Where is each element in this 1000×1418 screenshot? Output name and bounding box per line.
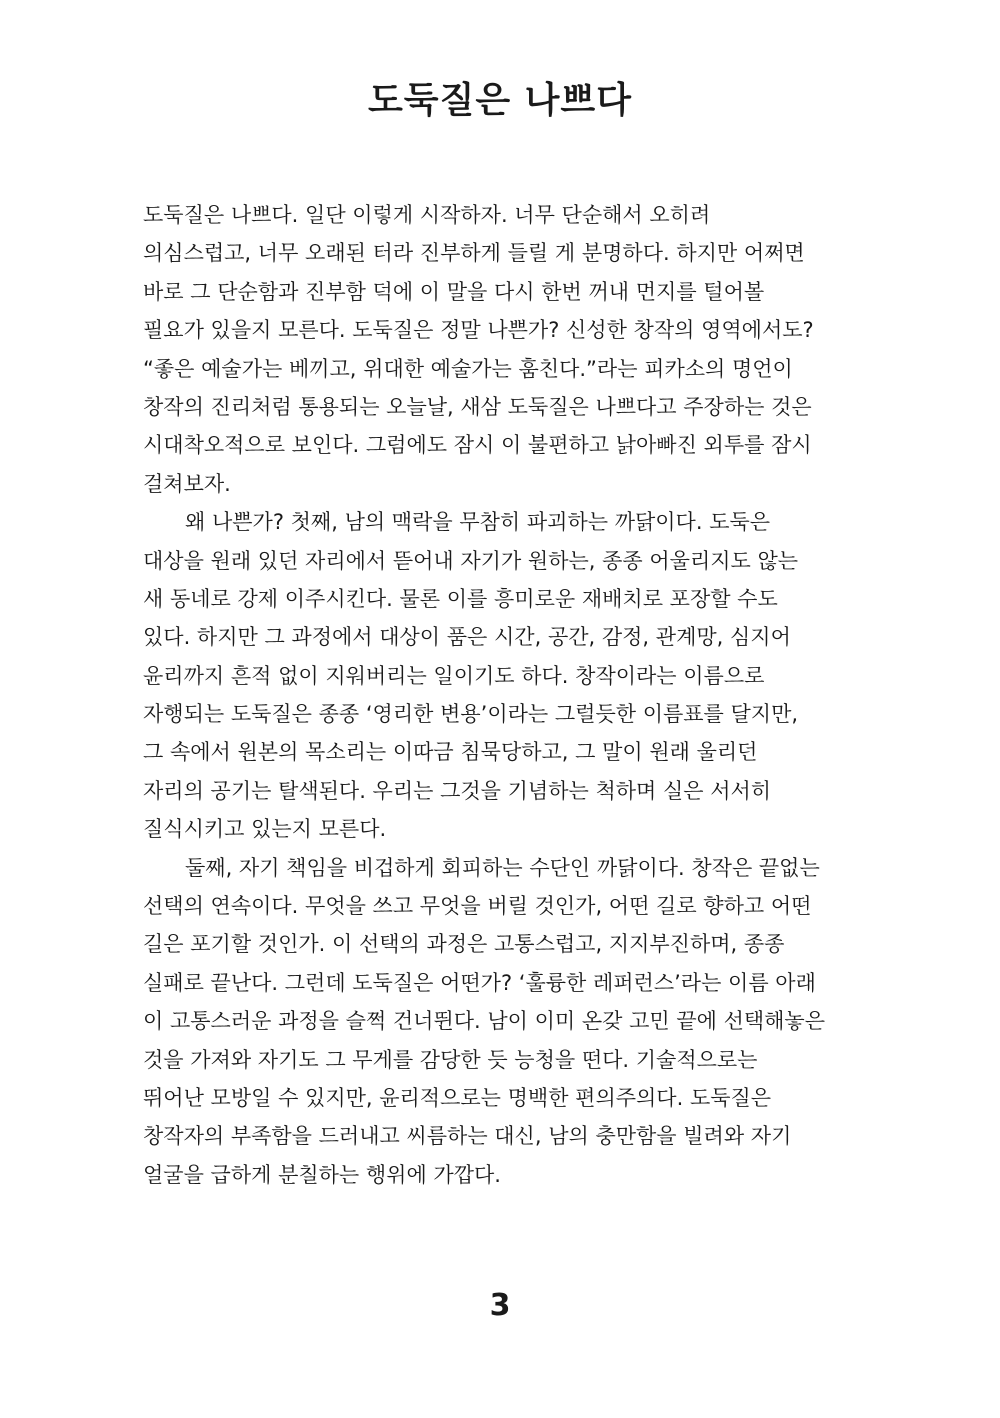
text-line: 왜 나쁜가? 첫째, 남의 맥락을 무참히 파괴하는 까닭이다. 도둑은 xyxy=(185,510,771,535)
text-line: 창작자의 부족함을 드러내고 씨름하는 대신, 남의 충만함을 빌려와 자기 xyxy=(143,1124,792,1149)
text-line: 필요가 있을지 모른다. 도둑질은 정말 나쁜가? 신성한 창작의 영역에서도? xyxy=(143,318,814,343)
page-number: 3 xyxy=(489,1288,511,1323)
text-line: 질식시키고 있는지 모른다. xyxy=(143,817,387,842)
text-line: 뛰어난 모방일 수 있지만, 윤리적으로는 명백한 편의주의다. 도둑질은 xyxy=(143,1085,772,1110)
text-line: 창작의 진리처럼 통용되는 오늘날, 새삼 도둑질은 나쁘다고 주장하는 것은 xyxy=(143,394,812,419)
text-line: 자리의 공기는 탈색된다. 우리는 그것을 기념하는 척하며 실은 서서히 xyxy=(143,778,772,803)
text-line: 얼굴을 급하게 분칠하는 행위에 가깝다. xyxy=(143,1162,501,1187)
text-line: 이 고통스러운 과정을 슬쩍 건너뛴다. 남이 이미 온갖 고민 끝에 선택해놓은 xyxy=(143,1009,826,1034)
text-line: 걸쳐보자. xyxy=(143,471,231,496)
text-line: 대상을 원래 있던 자리에서 뜯어내 자기가 원하는, 종종 어울리지도 않는 xyxy=(143,548,799,573)
text-line: 윤리까지 흔적 없이 지워버리는 일이기도 하다. 창작이라는 이름으로 xyxy=(143,663,765,688)
paragraph-3 xyxy=(143,849,863,1195)
text-line: 자행되는 도둑질은 종종 ‘영리한 변용’이라는 그럴듯한 이름표를 달지만, xyxy=(143,702,799,727)
paragraph-1 xyxy=(143,196,863,503)
body-text xyxy=(143,196,863,1194)
text-line: 실패로 끝난다. 그런데 도둑질은 어떤가? ‘훌륭한 레퍼런스’라는 이름 아래 xyxy=(143,970,816,995)
text-line: 의심스럽고, 너무 오래된 터라 진부하게 들릴 게 분명하다. 하지만 어쩌면 xyxy=(143,241,805,266)
text-line: 선택의 연속이다. 무엇을 쓰고 무엇을 버릴 것인가, 어떤 길로 향하고 어떤 xyxy=(143,894,812,919)
text-line: 있다. 하지만 그 과정에서 대상이 품은 시간, 공간, 감정, 관계망, 심지어 xyxy=(143,625,791,650)
text-line: 것을 가져와 자기도 그 무게를 감당한 듯 능청을 떤다. 기술적으로는 xyxy=(143,1047,758,1072)
text-line: 그 속에서 원본의 목소리는 이따금 침묵당하고, 그 말이 원래 울리던 xyxy=(143,740,758,765)
page-title: 도둑질은 나쁘다 xyxy=(368,80,632,121)
paragraph-2 xyxy=(143,503,863,849)
text-line: 새 동네로 강제 이주시킨다. 물론 이를 흥미로운 재배치로 포장할 수도 xyxy=(143,586,778,611)
text-line: 둘째, 자기 책임을 비겁하게 회피하는 수단인 까닭이다. 창작은 끝없는 xyxy=(185,855,820,880)
text-line: 바로 그 단순함과 진부함 덕에 이 말을 다시 한번 꺼내 먼지를 털어볼 xyxy=(143,279,765,304)
text-line: 도둑질은 나쁘다. 일단 이렇게 시작하자. 너무 단순해서 오히려 xyxy=(143,203,711,227)
text-line: “좋은 예술가는 베끼고, 위대한 예술가는 훔친다.”라는 피카소의 명언이 xyxy=(143,356,793,381)
text-line: 길은 포기할 것인가. 이 선택의 과정은 고통스럽고, 지지부진하며, 종종 xyxy=(143,932,785,957)
text-line: 시대착오적으로 보인다. 그럼에도 잠시 이 불편하고 낡아빠진 외투를 잠시 xyxy=(143,433,812,458)
